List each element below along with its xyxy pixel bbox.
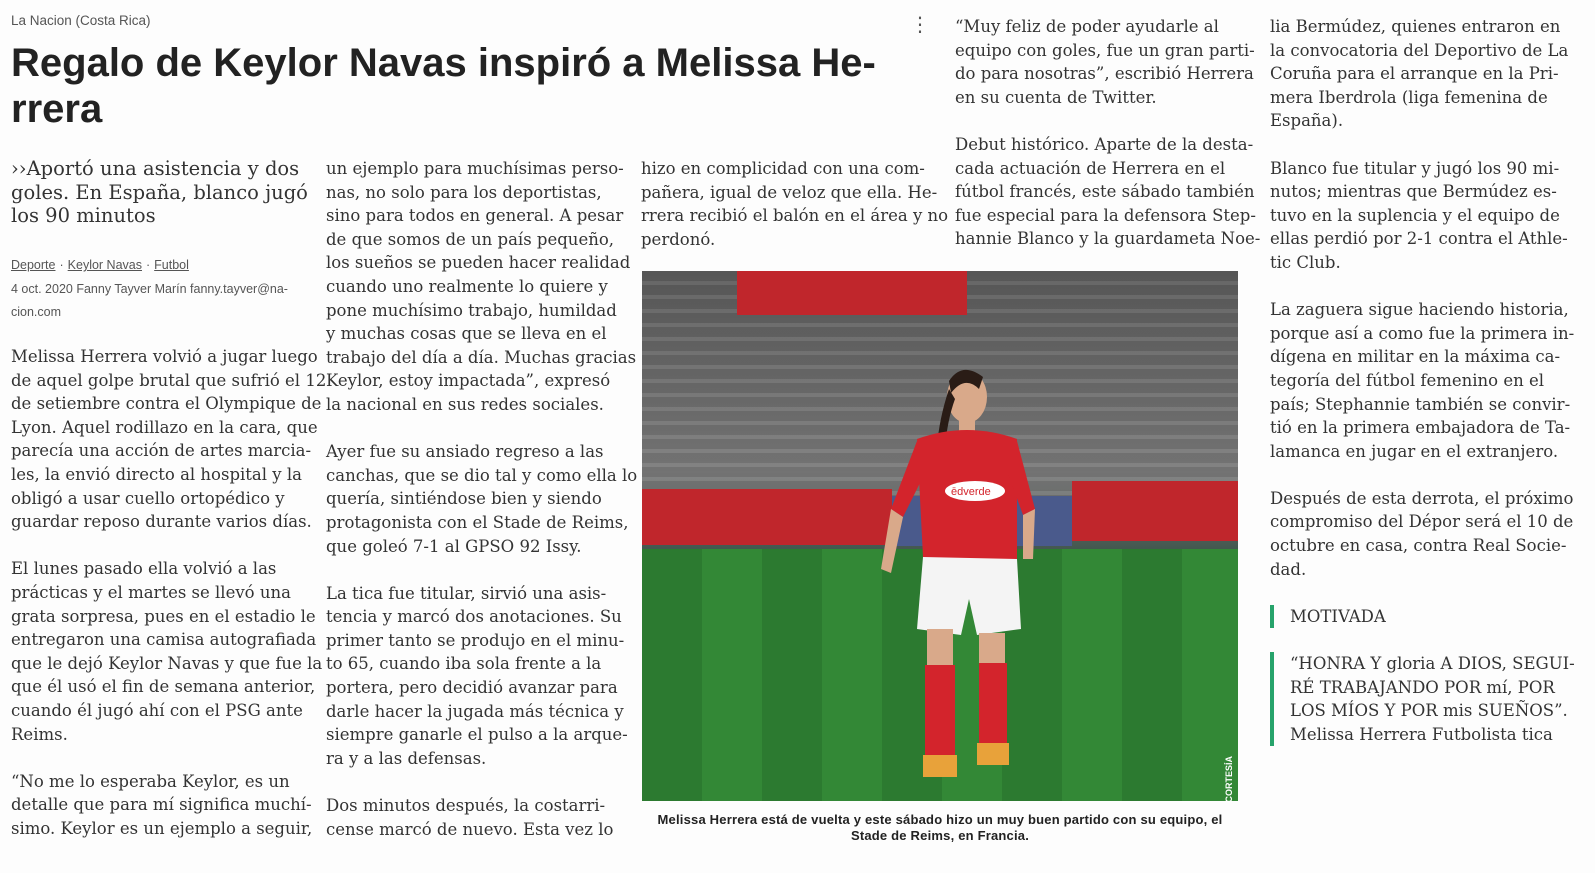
text-line: pone muchísimo trabajo, humildad <box>326 300 617 320</box>
text-line: la nacional en sus redes sociales. <box>326 394 604 414</box>
title-line: Regalo de Keylor Navas inspiró a Melissa He- <box>11 41 876 85</box>
text-line: cense marcó de nuevo. Esta vez lo <box>326 819 614 839</box>
article-meta: Deporte · Keylor Navas · Futbol 4 oct. 2020 Fanny Tayver Marín fanny.tayver@na- cion.com <box>11 254 311 325</box>
text-line: que él usó el fin de semana anterior, <box>11 677 316 697</box>
byline: 4 oct. 2020 Fanny Tayver Marín fanny.tayver@na- <box>11 281 288 296</box>
text-line: ellas perdió por 2-1 contra el Athle- <box>1270 229 1568 249</box>
caption-line: Melissa Herrera está de vuelta y este sábado hizo un muy buen partido con su equipo, el <box>657 812 1223 827</box>
text-line: en su cuenta de Twitter. <box>955 87 1157 107</box>
tag-link[interactable]: Futbol <box>154 258 189 272</box>
text-line: Reims. <box>11 724 68 744</box>
text-line: trabajo del día a día. Muchas gracias <box>326 347 637 367</box>
text-line: mera Iberdrola (liga femenina de <box>1270 87 1548 107</box>
photo-credit: CORTESÍA <box>1224 756 1234 803</box>
paragraph-gap <box>955 109 1255 133</box>
paragraph-gap <box>326 558 626 582</box>
tag-link[interactable]: Keylor Navas <box>67 258 142 272</box>
text-line: canchas, que se dio tal y como ella lo <box>326 465 638 485</box>
text-line: ra y a las defensas. <box>326 748 487 768</box>
text-line: rrera recibió el balón en el área y no <box>641 206 949 226</box>
text-line: nas, no solo para los deportistas, <box>326 182 602 202</box>
text-line: Keylor, estoy impactada”, expresó <box>326 371 611 391</box>
text-line: La tica fue titular, sirvió una asis- <box>326 583 607 603</box>
article-photo <box>642 271 1238 801</box>
text-line: El lunes pasado ella volvió a las <box>11 559 277 579</box>
text-line: pañera, igual de veloz que ella. He- <box>641 182 938 202</box>
text-line: cada actuación de Herrera en el <box>955 158 1226 178</box>
text-line: tic Club. <box>1270 252 1341 272</box>
text-line: cuando él jugó ahí con el PSG ante <box>11 700 303 720</box>
text-line: guardar reposo durante varios días. <box>11 512 312 532</box>
subhead-text: MOTIVADA <box>1290 606 1386 626</box>
text-line: quería, sintiéndose bien y siendo <box>326 489 602 509</box>
article-column-5 <box>1270 15 1575 746</box>
text-line: la convocatoria del Deportivo de La <box>1270 40 1569 60</box>
text-line: RÉ TRABAJANDO POR mí, POR <box>1290 677 1555 697</box>
lead-line: goles. En España, blanco jugó <box>11 180 308 204</box>
text-line: hannie Blanco y la guardameta Noe- <box>955 229 1261 249</box>
photo-caption <box>640 812 1240 844</box>
article-title <box>11 40 891 132</box>
text-line: obligó a usar cuello ortopédico y <box>11 488 285 508</box>
text-line: siempre ganarle el pulso a la arque- <box>326 725 628 745</box>
text-line: to 65, cuando iba sola frente a la <box>326 654 602 674</box>
stadium-banner <box>737 271 967 315</box>
text-line: tencia y marcó dos anotaciones. Su <box>326 607 622 627</box>
text-line: tuvo en la suplencia y el equipo de <box>1270 205 1560 225</box>
soccer-player-illustration <box>867 359 1037 799</box>
byline: cion.com <box>11 305 62 320</box>
text-line: “Muy feliz de poder ayudarle al <box>955 17 1219 36</box>
caption-line: Stade de Reims, en Francia. <box>850 828 1030 843</box>
paragraph-gap <box>11 534 311 558</box>
text-line: “HONRA Y gloria A DIOS, SEGUI- <box>1290 654 1575 674</box>
text-line: que goleó 7-1 al GPSO 92 Issy. <box>326 536 582 556</box>
jersey-sponsor: ēdverde <box>951 486 991 498</box>
text-line: octubre en casa, contra Real Socie- <box>1270 536 1567 556</box>
lead-line: ››Aportó una asistencia y dos <box>11 157 300 180</box>
title-line: rrera <box>11 87 103 131</box>
publication-source: La Nacion (Costa Rica) <box>11 13 151 28</box>
text-line: sino para todos en general. A pesar <box>326 206 624 226</box>
text-line: detalle que para mí significa muchí- <box>11 795 312 815</box>
text-line: darle hacer la jugada más técnica y <box>326 701 624 721</box>
text-line: Melissa Herrera Futbolista tica <box>1290 724 1553 744</box>
pull-quote <box>1270 652 1575 746</box>
text-line: cuando uno realmente lo quiere y <box>326 276 608 296</box>
text-line: tegoría del fútbol femenino en el <box>1270 370 1545 390</box>
text-line: que le dejó Keylor Navas y que fue la <box>11 653 323 673</box>
paragraph-gap <box>11 746 311 770</box>
text-line: entregaron una camisa autografiada <box>11 630 317 650</box>
text-line: hizo en complicidad con una com- <box>641 159 925 178</box>
text-line: Melissa Herrera volvió a jugar luego <box>11 347 318 366</box>
text-line: parecía una acción de artes marcia- <box>11 441 312 461</box>
paragraph-gap <box>326 417 626 441</box>
text-line: fútbol francés, este sábado también <box>955 182 1255 202</box>
text-line: “No me lo esperaba Keylor, es un <box>11 771 290 791</box>
text-line: porque así a como fue la primera in- <box>1270 323 1575 343</box>
text-line: país; Stephannie también se convir- <box>1270 394 1571 414</box>
text-line: perdonó. <box>641 229 716 249</box>
text-line: primer tanto se produjo en el minu- <box>326 630 625 650</box>
text-line: de setiembre contra el Olympique de <box>11 394 322 414</box>
text-line: do para nosotras”, escribió Herrera <box>955 64 1254 84</box>
article-column-1 <box>11 345 327 840</box>
text-line: lamanca en jugar en el extranjero. <box>1270 441 1559 461</box>
paragraph-gap <box>326 770 626 794</box>
article-column-4 <box>955 15 1261 251</box>
article-lead <box>11 157 308 228</box>
article-column-3 <box>641 157 949 251</box>
paragraph-gap <box>1270 463 1570 487</box>
advertising-board <box>1072 481 1238 541</box>
text-line: Después de esta derrota, el próximo <box>1270 488 1574 508</box>
text-line: España). <box>1270 111 1344 131</box>
text-line: les, la envió directo al hospital y la <box>11 464 302 484</box>
more-options-icon[interactable]: ⋮ <box>910 12 930 36</box>
text-line: prácticas y el martes se llevó una <box>11 582 291 602</box>
tag-link[interactable]: Deporte <box>11 258 56 272</box>
text-line: compromiso del Dépor será el 10 de <box>1270 512 1574 532</box>
text-line: Blanco fue titular y jugó los 90 mi- <box>1270 158 1560 178</box>
text-line: dad. <box>1270 559 1307 579</box>
text-line: nutos; mientras que Bermúdez es- <box>1270 182 1557 202</box>
text-line: Ayer fue su ansiado regreso a las <box>326 442 604 462</box>
text-line: Lyon. Aquel rodillazo en la cara, que <box>11 417 318 437</box>
advertising-board <box>642 489 892 545</box>
text-line: Dos minutos después, la costarri- <box>326 796 606 816</box>
text-line: lia Bermúdez, quienes entraron en <box>1270 17 1561 36</box>
text-line: La zaguera sigue haciendo historia, <box>1270 300 1569 320</box>
text-line: LOS MÍOS Y POR mis SUEÑOS”. <box>1290 701 1568 721</box>
text-line: de que somos de un país pequeño, <box>326 229 615 249</box>
text-line: los sueños se pueden hacer realidad <box>326 253 631 273</box>
article-column-2 <box>326 157 638 841</box>
paragraph-gap <box>1270 133 1570 157</box>
text-line: equipo con goles, fue un gran parti- <box>955 40 1255 60</box>
text-line: fue especial para la defensora Step- <box>955 205 1256 225</box>
text-line: un ejemplo para muchísimas perso- <box>326 159 624 178</box>
text-line: portera, pero decidió avanzar para <box>326 678 618 698</box>
text-line: Coruña para el arranque en la Pri- <box>1270 64 1559 84</box>
text-line: Debut histórico. Aparte de la desta- <box>955 134 1254 154</box>
text-line: y muchas cosas que se lleva en el <box>326 324 607 344</box>
paragraph-gap <box>1270 275 1570 299</box>
column-5-text <box>1270 15 1575 581</box>
subhead <box>1270 605 1570 629</box>
lead-line: los 90 minutos <box>11 204 156 228</box>
text-line: simo. Keylor es un ejemplo a seguir, <box>11 818 313 838</box>
text-line: protagonista con el Stade de Reims, <box>326 512 629 532</box>
text-line: de aquel golpe brutal que sufrió el 12 <box>11 370 327 390</box>
text-line: dígena en militar en la máxima ca- <box>1270 347 1561 367</box>
text-line: grata sorpresa, pues en el estadio le <box>11 606 316 626</box>
text-line: tió en la primera embajadora de Ta- <box>1270 418 1571 438</box>
